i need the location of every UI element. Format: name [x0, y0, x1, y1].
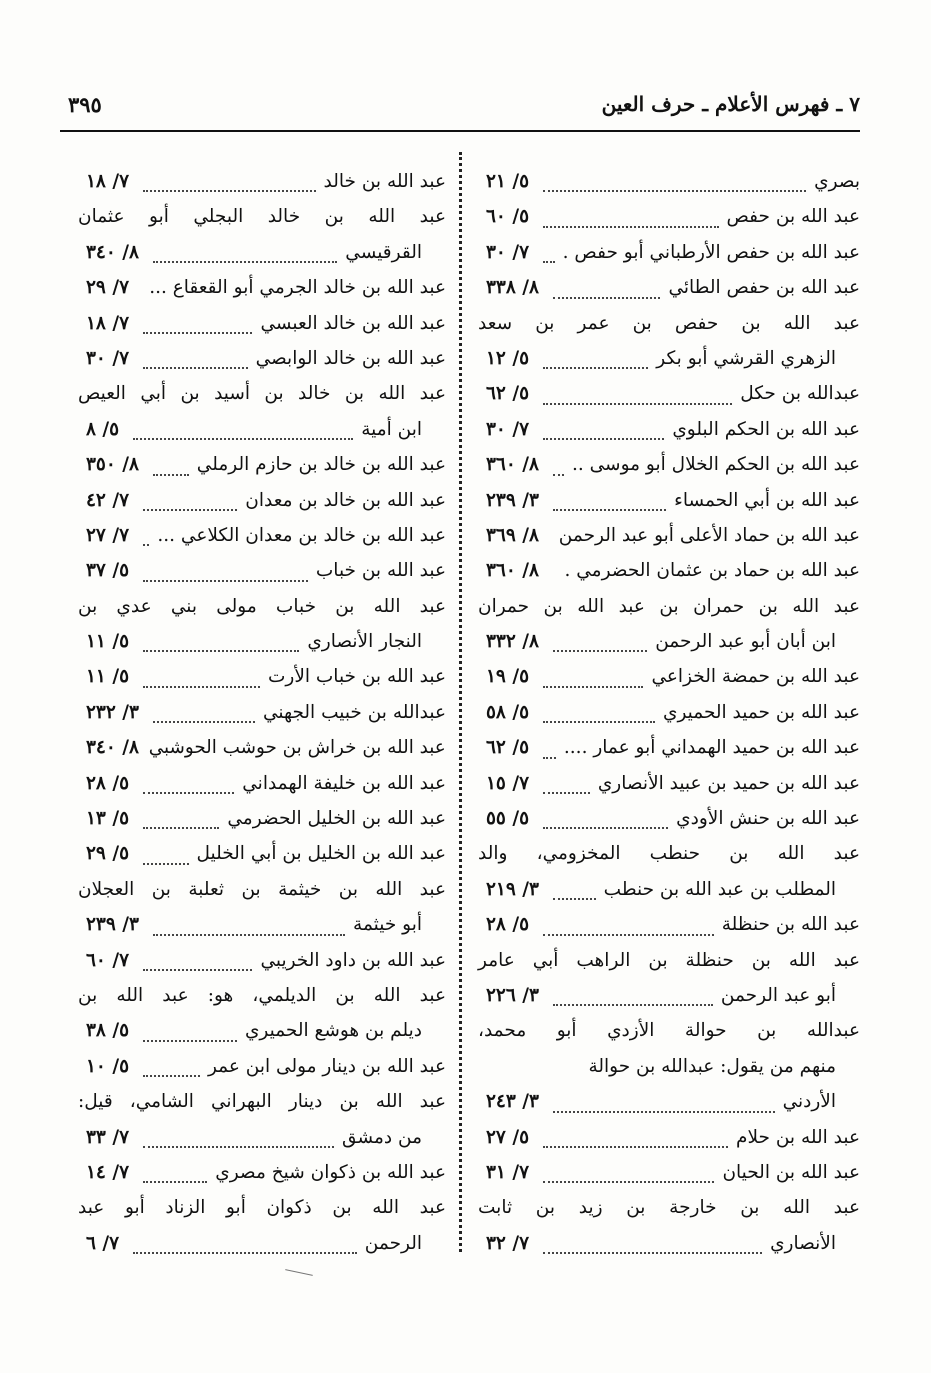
entry-reference: ٣/ ٢٢٦ [486, 984, 539, 1006]
dot-leader [143, 367, 248, 369]
dot-leader [143, 580, 308, 582]
entry-reference: ٧/ ٢٧ [86, 524, 130, 546]
entry-name: ابن أبان أبو عبد الرحمن [655, 631, 836, 653]
entry-reference: ٧/ ٦ [86, 1232, 120, 1254]
entry-reference: ٥/ ٢١ [486, 171, 530, 192]
entry-name: عبد الله بن الحكم الخلال أبو موسى .. [572, 454, 860, 476]
index-entry [78, 772, 446, 807]
entry-name: أبو عبد الرحمن [720, 984, 836, 1006]
entry-reference: ٥/ ٥٨ [486, 701, 530, 723]
entry-reference: ٨/ ٣٦٠ [486, 454, 539, 476]
dot-leader [153, 474, 189, 476]
entry-reference: ٥/ ٢٨ [86, 772, 130, 794]
index-entry [478, 524, 860, 559]
entry-name: ابن أمية [361, 418, 422, 440]
entry-reference: ٥/ ٨ [86, 418, 120, 440]
index-entry [478, 1090, 860, 1125]
dot-leader [153, 721, 255, 723]
entry-name: عبد الله بن الديلمي، هو: عبد الله بن [78, 984, 446, 1006]
dot-leader [543, 261, 555, 263]
entry-reference: ٥/ ٣٨ [86, 1020, 130, 1042]
entry-name: الزهري القرشي أبو بكر [656, 347, 836, 369]
entry-reference: ٧/ ٢٩ [86, 277, 130, 299]
entry-name: القرقيسي [345, 241, 422, 263]
entry-name: الأردني [782, 1091, 836, 1113]
entry-name: عبد الله بن حماد بن عثمان الحضرمي . [564, 560, 860, 582]
index-entry [478, 665, 860, 700]
entry-reference: ٨/ ٣٦٠ [486, 560, 539, 582]
entry-name: المطلب بن عبد الله بن حنطب [603, 878, 836, 900]
entry-name: عبد الله بن حمران بن عبد الله بن حمران [478, 595, 860, 617]
entry-name: عبد الله بن حنظلة [721, 914, 860, 936]
entry-name: عبد الله بن حنطب المخزومي، والد [478, 843, 860, 865]
entry-name: عبد الله بن الحيان [722, 1161, 860, 1183]
entry-reference: ٥/ ٦٢ [486, 383, 530, 405]
entry-name: عبد الله بن دينار مولى ابن عمر [207, 1055, 446, 1077]
dot-leader [143, 1075, 200, 1077]
dot-leader [543, 1146, 728, 1148]
index-entry [78, 347, 446, 382]
entry-name: عبد الله بن خالد [323, 171, 446, 192]
index-entry [478, 559, 860, 594]
dot-leader [543, 226, 719, 228]
entry-reference: ٨/ ٣٣٢ [486, 631, 539, 653]
entry-name: عبد الله بن خارجة بن زيد بن ثابت [478, 1197, 860, 1219]
entry-reference: ٣/ ٢٣٢ [86, 701, 139, 723]
entry-name: الرحمن [364, 1232, 422, 1254]
entry-name: عبد الله بن الخليل الحضرمي [227, 808, 446, 830]
entry-reference: ٨/ ٣٣٨ [486, 277, 539, 299]
dot-leader [143, 686, 260, 688]
index-entry [78, 453, 446, 488]
entry-name: عبد الله بن ذكوان شيخ مصري [215, 1161, 446, 1183]
dot-leader [543, 190, 806, 192]
index-entry [478, 170, 860, 205]
index-entry [78, 1196, 446, 1231]
index-entry [78, 1161, 446, 1196]
index-entry [478, 701, 860, 736]
dot-leader [543, 757, 556, 759]
entry-name: منهم من يقول: عبدالله بن حوالة [588, 1055, 836, 1077]
dot-leader [133, 1252, 357, 1254]
entry-name: عبد الله بن دينار البهراني الشامي، قيل: [78, 1091, 446, 1113]
index-entry [78, 913, 446, 948]
index-entry [78, 170, 446, 205]
index-entry [478, 489, 860, 524]
index-entry [478, 276, 860, 311]
index-entry [478, 1196, 860, 1231]
index-entry [78, 842, 446, 877]
entry-reference: ٥/ ١٢ [486, 347, 530, 369]
index-entry [78, 665, 446, 700]
entry-name: عبد الله بن خباب [315, 560, 446, 582]
index-entry [78, 559, 446, 594]
entry-name: أبو خيثمة [353, 914, 422, 936]
dot-leader [543, 1181, 714, 1183]
entry-name: عبد الله بن حميد الهمداني أبو عمار .... [563, 737, 860, 759]
entry-name: عبد الله بن خالد البجلي أبو عثمان [78, 206, 446, 228]
index-entry [78, 205, 446, 240]
dot-leader [553, 898, 596, 900]
dot-leader [143, 1040, 237, 1042]
entry-reference: ٧/ ٣٠ [86, 347, 130, 369]
index-entry [78, 949, 446, 984]
entry-name: عبد الله بن أبي الحمساء [674, 489, 860, 511]
index-entry [478, 984, 860, 1019]
entry-reference: ٧/ ٣٣ [86, 1126, 130, 1148]
index-entry [478, 630, 860, 665]
entry-name: عبد الله بن الخليل بن أبي الخليل [196, 843, 446, 865]
index-entry [78, 1232, 446, 1267]
dot-leader [543, 1252, 762, 1254]
index-entry [478, 1055, 860, 1090]
index-entry [478, 382, 860, 417]
index-entry [478, 595, 860, 630]
entry-reference: ٣/ ٢٣٩ [486, 489, 539, 511]
entry-name: عبد الله بن حميد بن عبيد الأنصاري [597, 772, 860, 794]
entry-reference: ٨/ ٣٦٩ [486, 524, 539, 546]
entry-reference: ٣/ ٢١٩ [486, 878, 539, 900]
entry-reference: ٧/ ٣٠ [486, 241, 530, 263]
entry-name: عبد الله بن الحكم البلوي [672, 418, 860, 440]
entry-name: عبد الله بن خراش بن حوشب الحوشبي [148, 737, 446, 759]
index-entry [78, 878, 446, 913]
dot-leader [153, 934, 345, 936]
index-entry [78, 736, 446, 771]
index-entry [478, 1126, 860, 1161]
scan-mark [285, 1269, 313, 1276]
entry-name: عبد الله بن حميد الحميري [662, 701, 860, 723]
dot-leader [143, 1181, 207, 1183]
index-entry [78, 1019, 446, 1054]
dot-leader [543, 403, 732, 405]
entry-name: عبد الله بن حماد الأعلى أبو عبد الرحمن [558, 524, 860, 546]
index-entry [78, 807, 446, 842]
entry-reference: ٥/ ٦٠ [486, 206, 530, 228]
index-entry [478, 772, 860, 807]
entry-reference: ٧/ ٦٠ [86, 949, 130, 971]
index-entry [78, 1126, 446, 1161]
index-entry [478, 736, 860, 771]
dot-leader [133, 438, 353, 440]
dot-leader [553, 650, 647, 652]
dot-leader [153, 261, 337, 263]
index-entry [78, 276, 446, 311]
dot-leader [553, 1004, 713, 1006]
entry-name: عبد الله بن حنش الأودي [676, 808, 860, 830]
index-entry [78, 595, 446, 630]
index-entry [478, 842, 860, 877]
index-entry [478, 1019, 860, 1054]
entry-reference: ٥/ ٢٩ [86, 843, 130, 865]
index-entry [78, 984, 446, 1019]
dot-leader [543, 367, 648, 369]
index-entry [478, 312, 860, 347]
dot-leader [143, 1146, 334, 1148]
entry-reference: ٥/ ٢٨ [486, 914, 530, 936]
index-entry [478, 205, 860, 240]
index-entry [78, 524, 446, 559]
entry-name: عبد الله بن حفص الطائي [668, 277, 860, 299]
index-entry [78, 1055, 446, 1090]
entry-name: النجار الأنصاري [307, 631, 422, 653]
index-entry [78, 701, 446, 736]
dot-leader [553, 509, 666, 511]
index-entry [78, 382, 446, 417]
entry-name: عبد الله بن ذكوان أبو الزناد أبو عبد [78, 1197, 446, 1219]
entry-reference: ٣/ ٢٣٩ [86, 914, 139, 936]
dot-leader [143, 792, 234, 794]
right-column [478, 170, 860, 1267]
dot-leader [143, 827, 219, 829]
dot-leader [143, 863, 189, 865]
entry-reference: ٧/ ٤٢ [86, 489, 130, 511]
index-entry [478, 1161, 860, 1196]
entry-reference: ٥/ ٢٧ [486, 1126, 530, 1148]
dot-leader [543, 721, 655, 723]
page-header [60, 90, 860, 132]
dot-leader [543, 792, 590, 794]
entry-name: عبد الله بن حفص بن عمر بن سعد [478, 312, 860, 334]
entry-name: عبد الله بن داود الخريبي [260, 949, 446, 971]
entry-name: الأنصاري [770, 1232, 836, 1254]
index-entry [478, 453, 860, 488]
entry-name: عبد الله بن خالد العبسي [260, 312, 446, 334]
index-entry [78, 418, 446, 453]
entry-reference: ٨/ ٣٥٠ [86, 454, 139, 476]
entry-name: عبد الله بن خيثمة بن ثعلبة بن العجلان [78, 878, 446, 900]
dot-leader [553, 297, 661, 299]
entry-reference: ٣/ ٢٤٣ [486, 1091, 539, 1113]
dot-leader [543, 827, 668, 829]
dot-leader [143, 544, 149, 546]
entry-reference: ٥/ ٣٧ [86, 560, 130, 582]
entry-reference: ٧/ ١٨ [86, 171, 130, 192]
index-entry [478, 913, 860, 948]
entry-name: عبد الله بن خليفة الهمداني [242, 772, 446, 794]
entry-reference: ٨/ ٣٤٠ [86, 737, 139, 759]
dot-leader [143, 969, 252, 971]
entry-name: عبد الله بن حفص [726, 206, 860, 228]
entry-reference: ٧/ ٣٢ [486, 1232, 530, 1254]
index-entry [78, 1090, 446, 1125]
entry-name: عبد الله بن خالد بن معدان [245, 489, 446, 511]
entry-name: عبد الله بن خالد بن حازم الرملي [196, 454, 446, 476]
index-entry [78, 630, 446, 665]
index-entry [78, 241, 446, 276]
entry-name: عبدالله بن حكل [740, 383, 860, 405]
page-number: ٣٩٥ [68, 92, 102, 117]
index-entry [478, 347, 860, 382]
entry-reference: ٥/ ١١ [86, 631, 130, 653]
entry-name: عبد الله بن خالد الوابصي [255, 347, 446, 369]
index-entry [478, 418, 860, 453]
entry-reference: ٧/ ١٨ [86, 312, 130, 334]
entry-name: عبد الله بن خباب مولى بني عدي بن [78, 595, 446, 617]
entry-reference: ٧/ ١٥ [486, 772, 530, 794]
index-entry [478, 949, 860, 984]
entry-reference: ٥/ ٦٢ [486, 737, 530, 759]
entry-name: عبد الله بن خالد الجرمي أبو القعقاع ... [149, 277, 446, 299]
dot-leader [143, 190, 316, 192]
entry-reference: ٧/ ٣١ [486, 1161, 530, 1183]
entry-reference: ٧/ ٣٠ [486, 418, 530, 440]
dot-leader [543, 934, 714, 936]
index-entry [478, 807, 860, 842]
dot-leader [553, 474, 564, 476]
entry-reference: ٥/ ١٩ [486, 666, 530, 688]
left-column [78, 170, 446, 1267]
dot-leader [143, 509, 237, 511]
entry-name: عبد الله بن حلام [736, 1126, 860, 1148]
entry-name: بصري [814, 171, 860, 192]
index-entry [478, 241, 860, 276]
dot-leader [543, 686, 643, 688]
entry-name: عبد الله بن خالد بن أسيد بن أبي العيص [78, 383, 446, 405]
entry-name: ديلم بن هوشع الحميري [244, 1020, 422, 1042]
entry-name: عبد الله بن خالد بن معدان الكلاعي ... [157, 524, 446, 546]
entry-name: عبدالله بن حوالة الأزدي أبو محمد، [478, 1020, 860, 1042]
index-entry [78, 312, 446, 347]
entry-reference: ٨/ ٣٤٠ [86, 241, 139, 263]
index-entry [478, 1232, 860, 1267]
column-divider [459, 152, 462, 1252]
dot-leader [143, 650, 299, 652]
section-title: ٧ ـ فهرس الأعلام ـ حرف العين [601, 92, 860, 116]
entry-name: من دمشق [342, 1126, 422, 1148]
index-entry [478, 878, 860, 913]
entry-reference: ٥/ ١٣ [86, 808, 130, 830]
entry-name: عبد الله بن حفص الأرطباني أبو حفص . [562, 241, 860, 263]
entry-name: عبد الله بن خباب الأرت [267, 666, 446, 688]
dot-leader [543, 438, 664, 440]
entry-reference: ٥/ ٥٥ [486, 808, 530, 830]
entry-name: عبد الله بن حمضة الخزاعي [651, 666, 860, 688]
dot-leader [143, 332, 252, 334]
entry-reference: ٥/ ١١ [86, 666, 130, 688]
entry-reference: ٥/ ١٠ [86, 1055, 130, 1077]
entry-reference: ٧/ ١٤ [86, 1161, 130, 1183]
entry-name: عبدالله بن خبيب الجهني [262, 701, 446, 723]
entry-name: عبد الله بن حنظلة بن الراهب أبي عامر [478, 949, 860, 971]
index-entry [78, 489, 446, 524]
dot-leader [553, 1111, 775, 1113]
